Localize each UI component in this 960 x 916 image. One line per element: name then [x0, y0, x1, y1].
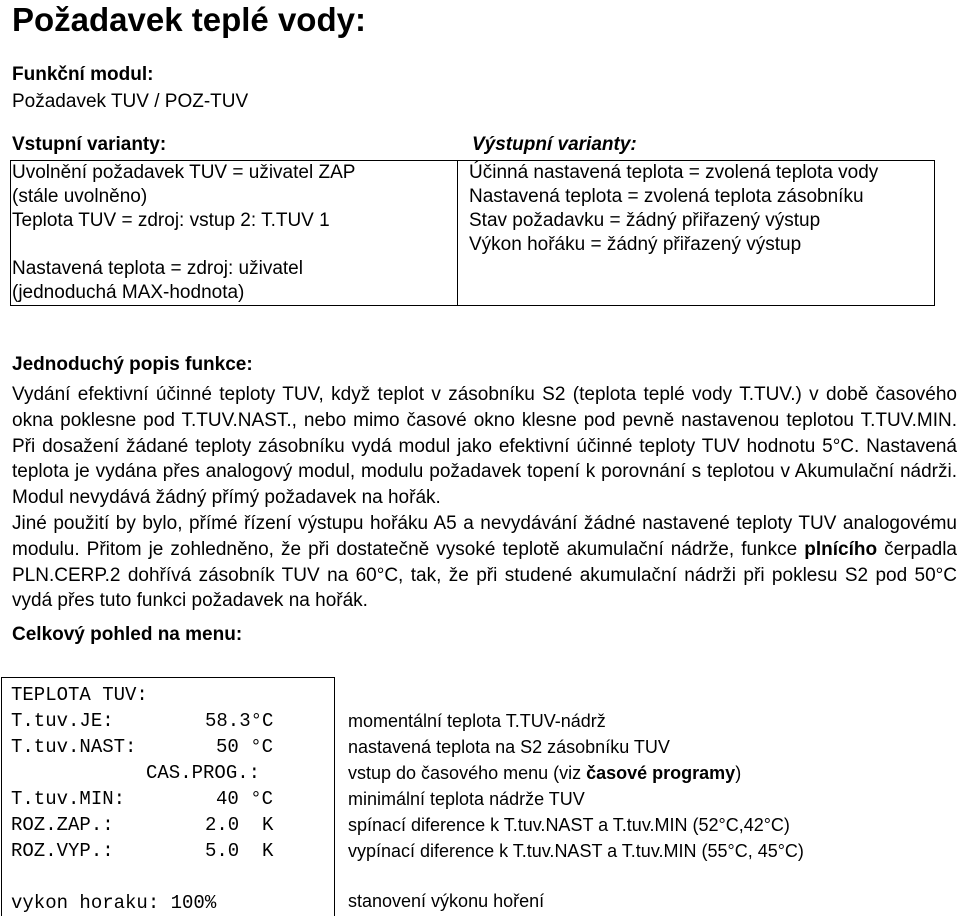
outputs-heading: Výstupní varianty: [472, 134, 637, 155]
menu-row-desc: vypínací diference k T.tuv.NAST a T.tuv.MIN (55°C, 45°C) [348, 841, 804, 861]
menu-row-value: 5.0 K [205, 840, 274, 862]
input-line: (stále uvolněno) [12, 186, 148, 207]
menu-row-value: 40 °C [216, 788, 274, 810]
menu-row-label: T.tuv.NAST: [11, 736, 137, 758]
description-heading: Jednoduchý popis funkce: [12, 354, 253, 375]
input-line: Teplota TUV = zdroj: vstup 2: T.TUV 1 [12, 210, 330, 231]
menu-screen-title: TEPLOTA TUV: [11, 684, 148, 706]
page-title: Požadavek teplé vody: [12, 1, 366, 38]
menu-row-desc: spínací diference k T.tuv.NAST a T.tuv.MIN (52°C,42°C) [348, 815, 790, 835]
menu-row-desc: nastavená teplota na S2 zásobníku TUV [348, 737, 670, 757]
input-line: (jednoduchá MAX-hodnota) [12, 282, 245, 303]
output-line: Výkon hořáku = žádný přiřazený výstup [469, 234, 802, 255]
menu-footer-desc: stanovení výkonu hoření [348, 891, 545, 911]
menu-row-desc: minimální teplota nádrže TUV [348, 789, 585, 809]
output-line: Nastavená teplota = zvolená teplota zásobníku [469, 186, 864, 207]
inputs-list [12, 161, 355, 305]
menu-row-label: ROZ.ZAP.: [11, 814, 114, 836]
output-line: Účinná nastavená teplota = zvolená teplota vody [469, 162, 879, 183]
module-heading: Funkční modul: [12, 64, 154, 85]
menu-row-desc-bold: časové programy [586, 763, 736, 783]
input-line: Nastavená teplota = zdroj: uživatel [12, 258, 303, 279]
menu-footer-row: vykon horaku: 100% [11, 892, 217, 914]
module-name: Požadavek TUV / POZ-TUV [12, 91, 249, 112]
inputs-heading: Vstupní varianty: [12, 134, 167, 155]
menu-row-desc: vstup do časového menu (viz časové programy) [348, 763, 742, 783]
menu-row-value: 58.3°C [205, 710, 274, 732]
menu-row-value: 2.0 K [205, 814, 274, 836]
description-paragraph-2: Jiné použití by bylo, přímé řízení výstupu hořáku A5 a nevydávání žádné nastavené teploty TUV analogovému modulu. Přitom je zohledněno, že při dostatečně vysoké teplotě akumulační nádrže, funkce plnícího čerpadla PLN.CERP.2 dohřívá zásobník TUV na 60°C, tak, že při studené akumulační nádrži při poklesu S2 pod 50°C vydá přes tuto funkci požadavek na hořák. [12, 512, 957, 612]
input-line: Uvolnění požadavek TUV = uživatel ZAP [12, 162, 356, 183]
outputs-list [469, 161, 878, 257]
description-paragraph-1: Vydání efektivní účinné teploty TUV, když teplot v zásobníku S2 (teplota teplé vody T.TUV.) v době časového okna poklesne pod T.TUV.NAST., nebo mimo časové okno klesne pod pevně nastavenou teplotou T.TUV.MIN. Při dosažení žádané teploty zásobníku vydá modul jako efektivní účinné teploty TUV hodnotu 5°C. Nastavená teplota je vydána přes analogový modul, modulu požadavek topení k porovnání s teplotou v Akumulační nádrži. Modul nevydává žádný přímý požadavek na hořák. [12, 384, 957, 509]
menu-row-label: T.tuv.JE: [11, 710, 114, 732]
menu-row-desc: momentální teplota T.TUV-nádrž [348, 711, 606, 731]
menu-heading: Celkový pohled na menu: [12, 624, 243, 645]
output-line: Stav požadavku = žádný přiřazený výstup [469, 210, 821, 231]
description-text [12, 382, 957, 614]
menu-row-value: CAS.PROG.: [146, 762, 261, 784]
input-line [12, 233, 355, 257]
menu-row-value: 50 °C [216, 736, 274, 758]
menu-row-label: ROZ.VYP.: [11, 840, 114, 862]
menu-row-label: T.tuv.MIN: [11, 788, 126, 810]
bold-term: plnícího [804, 538, 878, 560]
